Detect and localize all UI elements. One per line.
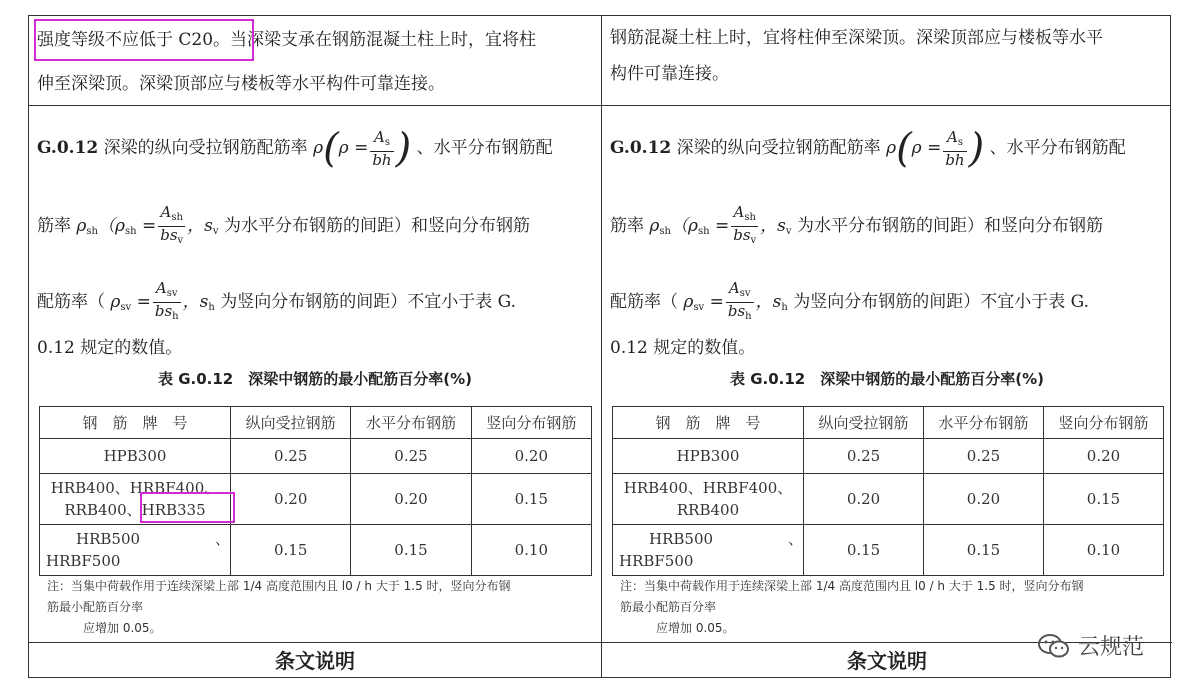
highlight-box-hrb335 — [140, 492, 235, 523]
grade-text: HRBF500 — [619, 552, 694, 570]
header-cell: 钢 筋 牌 号 — [40, 407, 231, 439]
clause-text: 配筋率（ — [37, 292, 105, 312]
table-row — [613, 474, 1164, 525]
value-cell: 0.10 — [471, 525, 591, 576]
note-line: 筋最小配筋百分率 — [47, 600, 144, 614]
table-row — [40, 474, 592, 525]
clause-line-2 — [37, 204, 530, 244]
formula-rho: ρ(ρ = $\frac{A_s}{bh}$ ) — [886, 125, 985, 172]
clause-line-3 — [37, 280, 516, 320]
note-line: 应增加 0.05。 — [656, 621, 735, 635]
value-cell: 0.15 — [231, 525, 351, 576]
grade-cell — [613, 474, 804, 525]
clause-text: 深梁的纵向受拉钢筋配筋率 — [676, 138, 881, 158]
grade-cell: HPB300 — [613, 439, 804, 474]
value-cell: 0.20 — [351, 474, 471, 525]
table-row — [40, 439, 592, 474]
clause-text: 为竖向分布钢筋的间距）不宜小于表 G. — [793, 292, 1089, 312]
value-cell: 0.10 — [1044, 525, 1164, 576]
grade-cell — [40, 525, 231, 576]
value-cell: 0.15 — [1044, 474, 1164, 525]
clause-text: 深梁的纵向受拉钢筋配筋率 — [103, 138, 308, 158]
clause-text: 配筋率（ — [610, 292, 678, 312]
wechat-icon — [1038, 633, 1070, 659]
clause-line-3 — [610, 280, 1089, 320]
value-cell: 0.15 — [804, 525, 924, 576]
clause-line-4: 0.12 规定的数值。 — [37, 338, 183, 358]
clause-explanation-heading: 条文说明 — [602, 642, 1172, 679]
header-cell: 纵向受拉钢筋 — [231, 407, 351, 439]
note-line: 应增加 0.05。 — [83, 621, 162, 635]
header-cell: 竖向分布钢筋 — [471, 407, 591, 439]
note-line: 注：当集中荷载作用于连续深梁上部 1/4 高度范围内且 l0 / h 大于 1.5 时，竖向分布钢 — [47, 579, 511, 593]
clause-explanation-heading: 条文说明 — [29, 642, 601, 679]
watermark — [1038, 630, 1144, 661]
note-line: 筋最小配筋百分率 — [620, 600, 717, 614]
highlight-box-strength — [34, 19, 254, 61]
right-column — [602, 16, 1172, 677]
grade-cell — [613, 525, 804, 576]
value-cell: 0.25 — [804, 439, 924, 474]
clause-line-4: 0.12 规定的数值。 — [610, 338, 756, 358]
grade-text: RRB400 — [676, 501, 740, 519]
formula-rho-sh: $\rho_{sh}(\rho_{sh}$ = $\frac{A_{sh}}{bs_v}$ ，$s_v$ — [649, 203, 792, 246]
grade-text: HRB400、HRBF400、 — [623, 479, 793, 497]
clause-text: 筋率 — [37, 216, 71, 236]
table-caption: 表 G.0.12 深梁中钢筋的最小配筋百分率(%) — [158, 370, 472, 388]
formula-rho: ρ(ρ = $\frac{A_s}{bh}$ ) — [313, 125, 412, 172]
value-cell: 0.20 — [924, 474, 1044, 525]
value-cell: 0.25 — [924, 439, 1044, 474]
clause-line-2 — [610, 204, 1103, 244]
clause-text: 、水平分布钢筋配 — [989, 138, 1126, 158]
table-note — [620, 576, 1084, 639]
grade-text: HRB500 、 — [649, 530, 804, 548]
table-row — [613, 439, 1164, 474]
value-cell: 0.20 — [231, 474, 351, 525]
value-cell: 0.20 — [1044, 439, 1164, 474]
table-note — [47, 576, 511, 639]
grade-text: HRB400、HRBF400、 — [50, 479, 220, 497]
watermark-text: 云规范 — [1078, 635, 1145, 660]
value-cell: 0.20 — [804, 474, 924, 525]
grade-text: HRBF500 — [46, 552, 121, 570]
top-text-line-2: 构件可靠连接。 — [610, 64, 729, 84]
clause-text: 为水平分布钢筋的间距）和竖向分布钢筋 — [223, 216, 530, 236]
top-text-line-1: 钢筋混凝土柱上时，宜将柱伸至深梁顶。深梁顶部应与楼板等水平 — [610, 28, 1103, 48]
clause-text: 为水平分布钢筋的间距）和竖向分布钢筋 — [796, 216, 1103, 236]
grade-text: RRB400、HRB335 — [64, 501, 206, 519]
header-cell: 钢 筋 牌 号 — [613, 407, 804, 439]
clause-text: 、水平分布钢筋配 — [416, 138, 553, 158]
top-text-line-2: 伸至深梁顶。深梁顶部应与楼板等水平构件可靠连接。 — [37, 74, 445, 94]
left-column — [29, 16, 601, 677]
formula-rho-sh: $\rho_{sh}(\rho_{sh}$ = $\frac{A_{sh}}{bs_v}$ ，$s_v$ — [76, 203, 219, 246]
reinforcement-table — [39, 406, 592, 576]
note-line: 注：当集中荷载作用于连续深梁上部 1/4 高度范围内且 l0 / h 大于 1.5 时，竖向分布钢 — [620, 579, 1084, 593]
clause-line-1 — [37, 125, 553, 172]
clause-text: 筋率 — [610, 216, 644, 236]
value-cell: 0.25 — [351, 439, 471, 474]
grade-cell: HPB300 — [40, 439, 231, 474]
value-cell: 0.15 — [351, 525, 471, 576]
value-cell: 0.15 — [471, 474, 591, 525]
formula-rho-sv: $\rho_{sv}$ = $\frac{A_{sv}}{bs_h}$ ，$s_h$ — [683, 279, 788, 322]
grade-text: HRB500 、 — [76, 530, 231, 548]
clause-number: G.0.12 — [37, 138, 99, 158]
table-row — [40, 525, 592, 576]
formula-rho-sv: $\rho_{sv}$ = $\frac{A_{sv}}{bs_h}$ ，$s_h$ — [110, 279, 215, 322]
value-cell: 0.15 — [924, 525, 1044, 576]
header-cell: 水平分布钢筋 — [351, 407, 471, 439]
value-cell: 0.20 — [471, 439, 591, 474]
top-text-line-1: 强度等级不应低于 C20。当深梁支承在钢筋混凝土柱上时，宜将柱 — [37, 30, 537, 50]
header-cell: 纵向受拉钢筋 — [804, 407, 924, 439]
clause-number: G.0.12 — [610, 138, 672, 158]
header-cell: 水平分布钢筋 — [924, 407, 1044, 439]
document-page — [28, 15, 1171, 678]
value-cell: 0.25 — [231, 439, 351, 474]
header-cell: 竖向分布钢筋 — [1044, 407, 1164, 439]
reinforcement-table — [612, 406, 1164, 576]
clause-text: 为竖向分布钢筋的间距）不宜小于表 G. — [220, 292, 516, 312]
table-row — [613, 525, 1164, 576]
table-caption: 表 G.0.12 深梁中钢筋的最小配筋百分率(%) — [730, 370, 1044, 388]
clause-line-1 — [610, 125, 1126, 172]
